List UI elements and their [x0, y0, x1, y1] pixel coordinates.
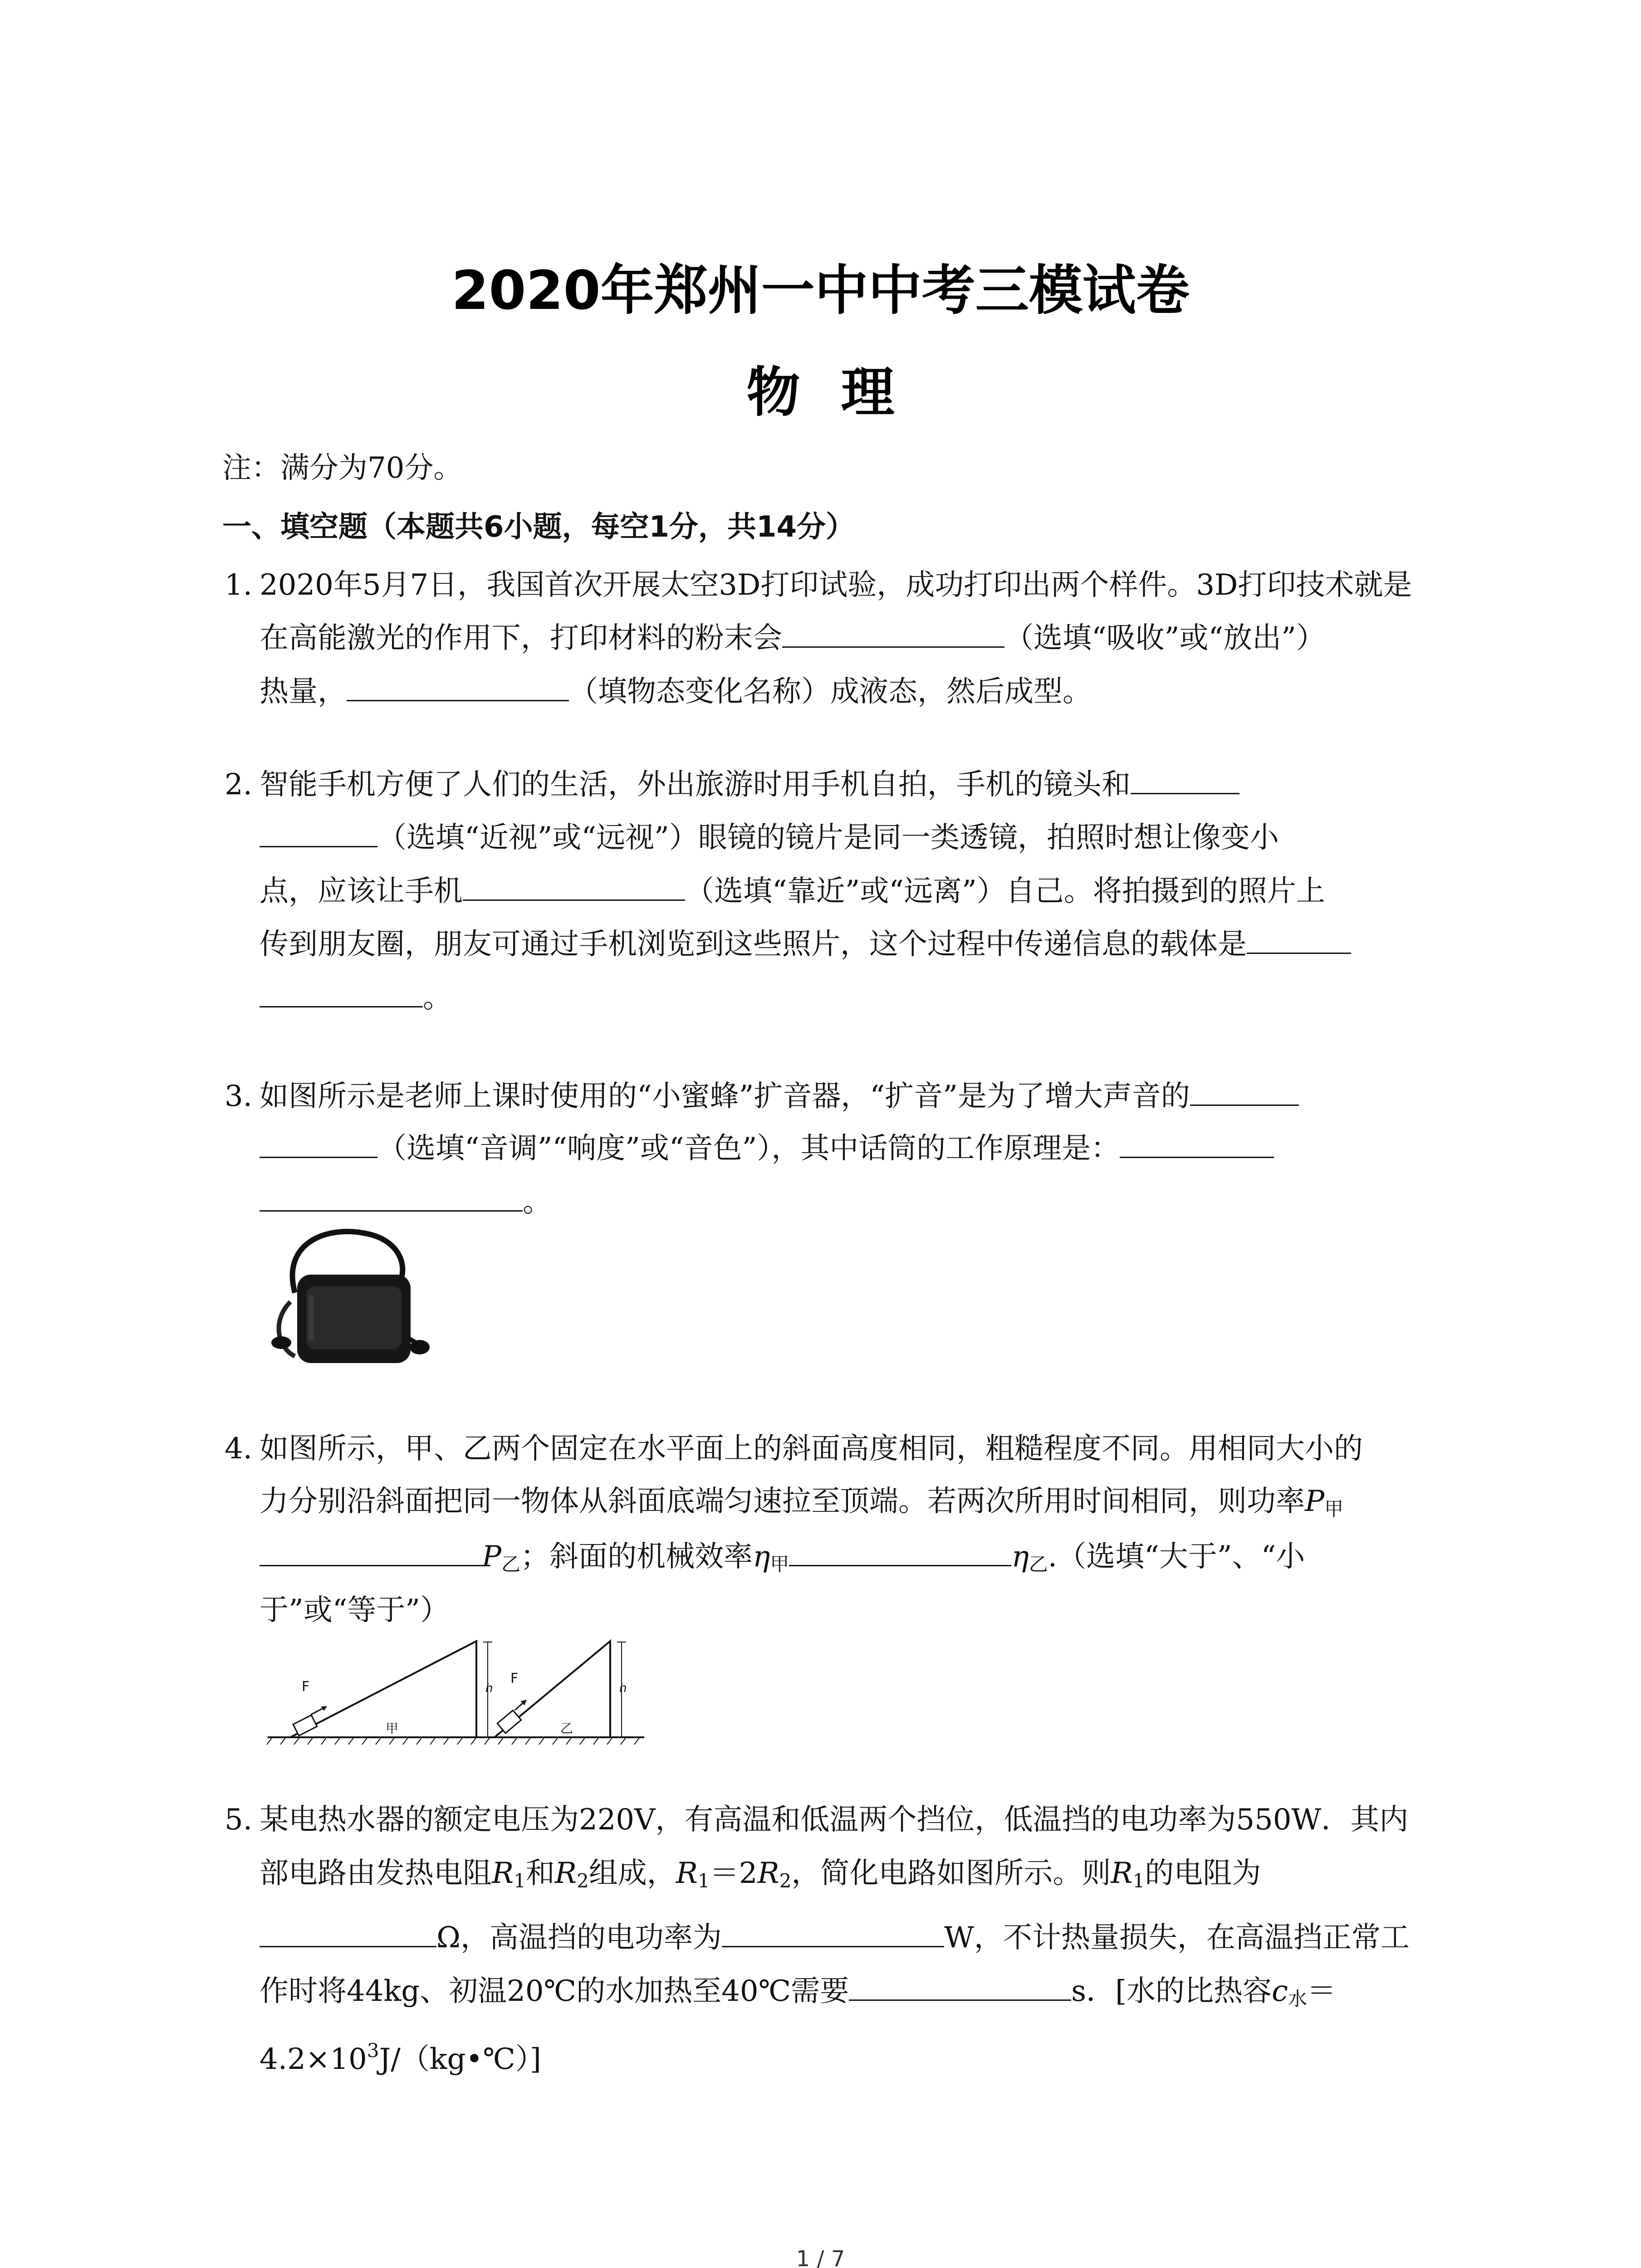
q4-line1: 如图所示，甲、乙两个固定在水平面上的斜面高度相同，粗糙程度不同。用相同大小的: [260, 1432, 1363, 1466]
answer-blank: [849, 1999, 1071, 2001]
incline-label-yi: 乙: [560, 1721, 573, 1736]
q2-line1: 智能手机方便了人们的生活，外出旅游时用手机自拍，手机的镜头和: [260, 770, 1239, 799]
answer-blank: [463, 899, 685, 901]
q3-line2: （选填“音调”“响度”或“音色”），其中话筒的工作原理是：: [260, 1134, 1274, 1163]
answer-blank: [260, 1210, 523, 1212]
q3-line1: 如图所示是老师上课时使用的“小蜜蜂”扩音器，“扩音”是为了增大声音的: [260, 1082, 1299, 1111]
answer-blank: [347, 699, 569, 701]
answer-blank: [789, 1564, 1011, 1566]
answer-blank: [260, 1006, 423, 1007]
q4-line4: 于”或“等于”）: [260, 1593, 450, 1627]
force-label-jia: F: [302, 1679, 310, 1695]
height-label-jia: h: [485, 1681, 493, 1695]
incline-label-jia: 甲: [386, 1721, 399, 1736]
q2-line5: 。: [260, 983, 452, 1012]
answer-blank: [722, 1945, 944, 1947]
subject-title: 物理: [746, 361, 936, 424]
q5-number: 5.: [225, 1803, 253, 1837]
answer-blank: [1247, 952, 1351, 954]
answer-blank: [1131, 792, 1239, 794]
exam-title: 2020年郑州一中中考三模试卷: [451, 259, 1190, 322]
q5-line3: Ω，高温挡的电功率为 W，不计热量损失，在高温挡正常工: [260, 1923, 1410, 1952]
q2-line4: 传到朋友圈，朋友可通过手机浏览到这些照片，这个过程中传递信息的载体是: [260, 930, 1351, 959]
q2-number: 2.: [225, 768, 253, 802]
height-label-yi: h: [619, 1681, 627, 1695]
answer-blank: [1120, 1156, 1274, 1158]
q1-number: 1.: [225, 568, 253, 602]
q1-line1: 2020年5月7日，我国首次开展太空3D打印试验，成功打印出两个样件。3D打印技术就是: [260, 568, 1412, 602]
q4-number: 4.: [225, 1432, 253, 1466]
section-heading: 一、填空题（本题共6小题，每空1分，共14分）: [222, 510, 855, 544]
amplifier-image: [263, 1225, 436, 1379]
q4-line2: 力分别沿斜面把同一物体从斜面底端匀速拉至顶端。若两次所用时间相同，则功率$P_甲$: [260, 1485, 1344, 1520]
score-note: 注：满分为70分。: [222, 451, 463, 485]
inclined-planes-figure: [263, 1628, 649, 1755]
q3-line3: 。: [260, 1188, 552, 1217]
answer-blank: [260, 846, 377, 847]
force-label-yi: F: [510, 1671, 519, 1686]
q2-line2: （选填“近视”或“远视”）眼镜的镜片是同一类透镜，拍照时想让像变小: [260, 823, 1279, 852]
q1-line3: 热量， （填物态变化名称）成液态，然后成型。: [260, 675, 1092, 709]
q4-line3: $P_乙$；斜面的机械效率$\eta_甲$ $\eta_乙$.（选填“大于”、“小: [260, 1542, 1305, 1574]
q2-line3: 点，应该让手机 （选填“靠近”或“远离”）自己。将拍摄到的照片上: [260, 875, 1325, 908]
q5-line2: 部电路由发热电阻$R_1$和$R_2$组成，$R_1=2R_2$，简化电路如图所示。则$R_1$的电阻为: [260, 1857, 1261, 1892]
answer-blank: [1190, 1104, 1299, 1106]
answer-blank: [260, 1156, 377, 1158]
answer-blank: [782, 646, 1004, 648]
answer-blank: [260, 1564, 482, 1566]
q5-line1: 某电热水器的额定电压为220V，有高温和低温两个挡位，低温挡的电功率为550W．其内: [260, 1803, 1409, 1837]
answer-blank: [260, 1945, 436, 1947]
q5-line5: $4.2\times 10^3J/(kg•℃)$]: [260, 2039, 541, 2076]
q3-number: 3.: [225, 1080, 253, 1113]
q1-line2: 在高能激光的作用下，打印材料的粉末会 （选填“吸收”或“放出”）: [260, 621, 1325, 655]
q5-line4: 作时将44kg、初温20℃的水加热至40℃需要 s．[水的比热容$c_水=$: [260, 1975, 1336, 2010]
page-number: 1 / 7: [796, 2246, 845, 2268]
